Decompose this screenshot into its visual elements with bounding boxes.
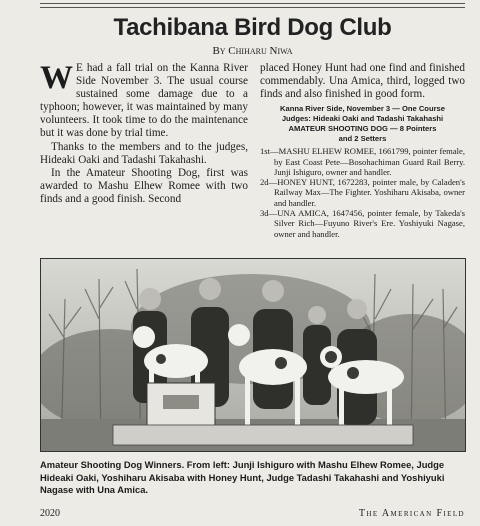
left-column bbox=[40, 62, 248, 206]
paragraph-2: Thanks to the members and to the judges, Hideaki Oaki and Tadashi Takahashi. bbox=[40, 140, 248, 166]
paragraph-3: In the Amateur Shooting Dog, first was awarded to Mashu Elhew Romee with two finds and a good finish. Second bbox=[40, 166, 248, 205]
results-stake-2: and 2 Setters bbox=[338, 134, 387, 144]
results-stake: AMATEUR SHOOTING DOG — 8 Pointers bbox=[288, 124, 437, 134]
winners-photo-image bbox=[41, 259, 466, 452]
results-list bbox=[260, 146, 465, 239]
paragraph-1-text: E had a fall trial on the Kanna River Side November 3. The usual course sustained some damage due to a typhoon; however, it was maintained by many volunteers. It took time to do the maintenance but it was done by trial time. bbox=[40, 62, 248, 140]
results-location: Kanna River Side, November 3 — One Course bbox=[279, 104, 445, 114]
placement-third: 3d—UNA AMICA, 1647456, pointer female, by Takeda's Silver Rich—Fuyuno River's Ere. Yoshiyuki Nagase, owner and handler. bbox=[260, 208, 465, 239]
magazine-name: The American Field bbox=[358, 508, 465, 519]
paragraph-1 bbox=[40, 62, 248, 141]
right-column bbox=[260, 62, 465, 239]
paragraph-3-continued: placed Honey Hunt had one find and finished commendably. Una Amica, third, logged two finds and also finished in good form. bbox=[260, 62, 465, 101]
results-header bbox=[260, 104, 465, 144]
page-number: 2020 bbox=[40, 508, 60, 519]
article-title: Tachibana Bird Dog Club bbox=[113, 14, 392, 41]
drop-cap: W bbox=[40, 60, 73, 96]
photo-caption: Amateur Shooting Dog Winners. From left: Junji Ishiguro with Mashu Elhew Romee, Judge Hideaki Oaki, Yoshiharu Akisaba with Honey Hunt, Judge Tadashi Takahashi and Yoshiyuki Nagase with Una Amica. bbox=[40, 459, 445, 496]
placement-second: 2d—HONEY HUNT, 1672283, pointer male, by Caladen's Railway Max—The Fighter. Yoshiharu Akisaba, owner and handler. bbox=[260, 177, 465, 208]
results-judges: Judges: Hideaki Oaki and Tadashi Takahashi bbox=[281, 114, 444, 124]
placement-first: 1st—MASHU ELHEW ROMEE, 1661799, pointer female, by East Coast Pete—Bosohachiman Guard Rail Berry. Junji Ishiguro, owner and handler. bbox=[260, 146, 465, 177]
top-rule-2 bbox=[40, 7, 465, 8]
winners-photo bbox=[40, 258, 466, 452]
byline: By Chiharu Niwa bbox=[212, 45, 293, 57]
top-rule-1 bbox=[40, 3, 465, 4]
